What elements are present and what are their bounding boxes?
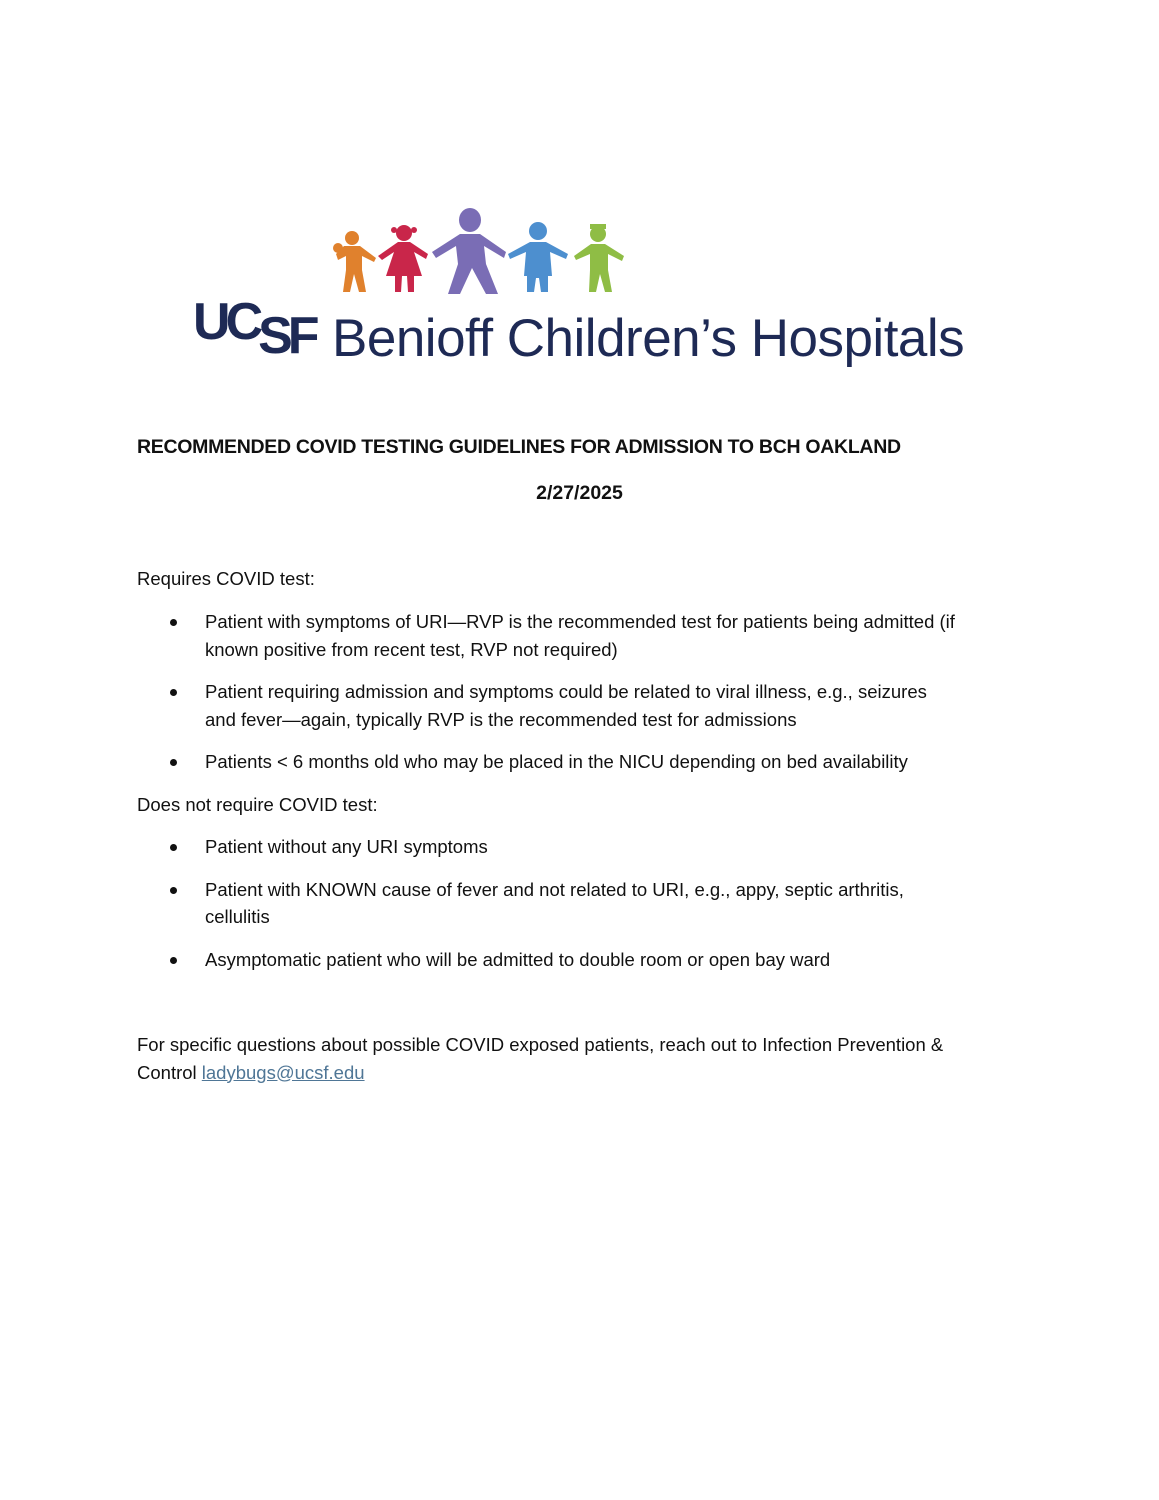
list-item (137, 678, 1027, 733)
requires-test-list (137, 608, 1027, 776)
list-item (137, 748, 1027, 776)
children-figures-icon (328, 204, 628, 296)
not-required-list (137, 833, 1027, 973)
list-item (137, 876, 1027, 931)
contact-prefix: Control (137, 1061, 202, 1083)
list-item-text-cont: known positive from recent test, RVP not required) (205, 638, 618, 660)
hospital-name: Benioff Children’s Hospitals (332, 309, 965, 368)
bullet-icon (170, 844, 177, 851)
document-date: 2/27/2025 (536, 482, 623, 504)
requires-test-label: Requires COVID test: (137, 568, 315, 589)
contact-paragraph (137, 1031, 1037, 1086)
bullet-icon (170, 689, 177, 696)
purple-adult-figure (432, 208, 506, 294)
list-item-text-cont: cellulitis (205, 906, 270, 927)
bullet-icon (170, 957, 177, 964)
list-item-text-cont: and fever—again, typically RVP is the recommended test for admissions (205, 708, 797, 730)
list-item (137, 946, 1027, 974)
contact-email-link[interactable]: ladybugs@ucsf.edu (201, 1061, 365, 1083)
list-item-text: Patients < 6 months old who may be placed in the NICU depending on bed availability (205, 751, 908, 772)
orange-child-figure (333, 231, 376, 292)
list-item-text: Asymptomatic patient who will be admitted to double room or open bay ward (205, 948, 831, 970)
bullet-icon (170, 619, 177, 626)
bullet-icon (170, 887, 177, 894)
contact-text: For specific questions about possible COVID exposed patients, reach out to Infection Prevention & (137, 1034, 944, 1055)
green-child-figure (574, 224, 624, 292)
blue-child-figure (508, 222, 568, 292)
list-item-text: Patient with symptoms of URI—RVP is the recommended test for patients being admitted (if (205, 611, 955, 632)
list-item (137, 833, 1027, 861)
ucsf-benioff-logo (190, 200, 980, 380)
bullet-icon (170, 759, 177, 766)
not-required-label: Does not require COVID test: (137, 794, 378, 815)
document-title: RECOMMENDED COVID TESTING GUIDELINES FOR ADMISSION TO BCH OAKLAND (137, 436, 901, 458)
list-item (137, 608, 1027, 663)
list-item-text: Patient with KNOWN cause of fever and not related to URI, e.g., appy, septic arthritis, (205, 878, 904, 900)
red-child-figure (378, 225, 428, 292)
list-item-text: Patient without any URI symptoms (205, 836, 488, 857)
list-item-text: Patient requiring admission and symptoms could be related to viral illness, e.g., seizures (205, 681, 927, 702)
ucsf-wordmark-visual: UCSF (193, 293, 315, 365)
